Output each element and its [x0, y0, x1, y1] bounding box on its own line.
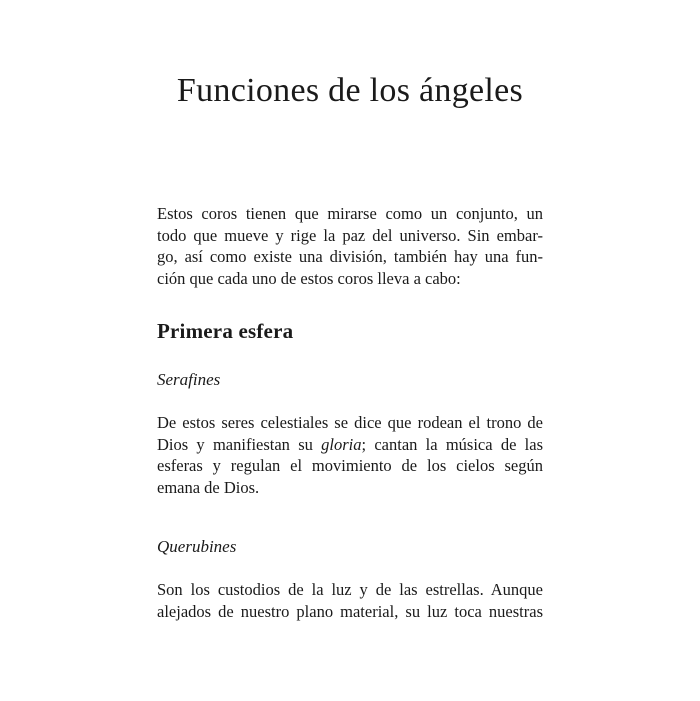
- serafines-line-text: ; cantan la música de las: [361, 434, 543, 454]
- emphasis-gloria: gloria: [321, 434, 362, 454]
- querubines-line: Son los custodios de la luz y de las estrellas. Aunque: [157, 580, 543, 599]
- serafines-paragraph: [157, 412, 543, 498]
- querubines-line: alejados de nuestro plano material, su luz toca nuestras: [157, 601, 543, 621]
- serafines-line: esferas y regulan el movimiento de los cielos según: [157, 456, 543, 475]
- subheading-querubines: Querubines: [157, 537, 237, 556]
- intro-line: todo que mueve y rige la paz del universo. Sin embar-: [157, 225, 543, 245]
- intro-line: go, así como existe una división, también hay una fun-: [157, 247, 543, 266]
- section-heading: Primera esfera: [157, 319, 294, 343]
- querubines-paragraph: [157, 579, 543, 622]
- serafines-line: De estos seres celestiales se dice que rodean el trono de: [157, 413, 543, 432]
- intro-line: Estos coros tienen que mirarse como un conjunto, un: [157, 204, 543, 223]
- intro-paragraph: [157, 203, 543, 289]
- serafines-line-text: Dios y manifiestan su: [157, 434, 322, 454]
- subheading-serafines: Serafines: [157, 370, 221, 389]
- intro-line: ción que cada uno de estos coros lleva a cabo:: [157, 268, 461, 288]
- serafines-line: emana de Dios.: [157, 477, 260, 497]
- chapter-title: Funciones de los ángeles: [176, 72, 524, 109]
- serafines-line: [157, 434, 543, 456]
